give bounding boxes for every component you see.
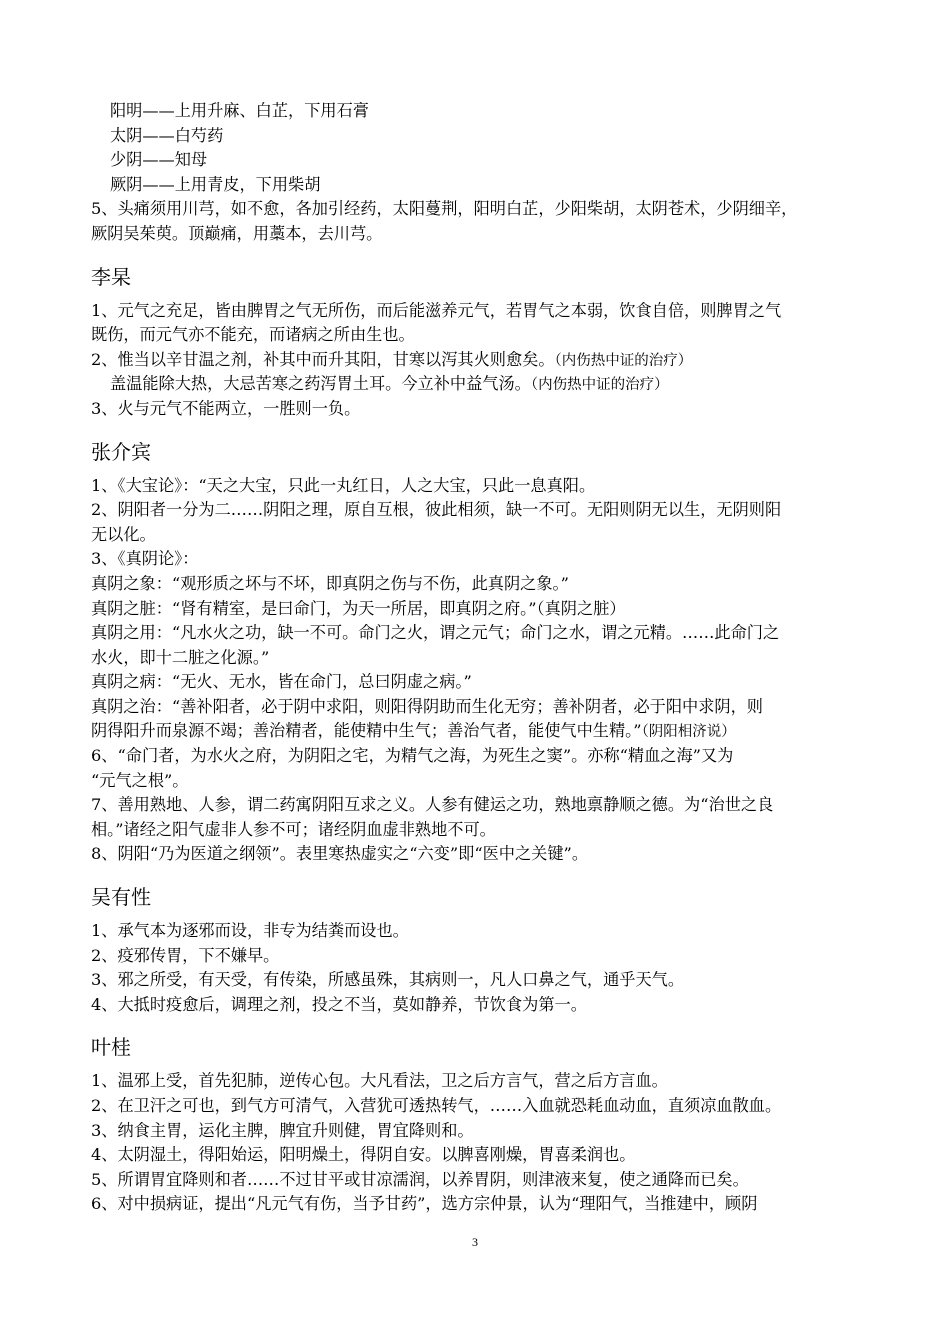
text-line: 3、邪之所受，有天受，有传染，所感虽殊，其病则一，凡人口鼻之气，通乎天气。 bbox=[91, 970, 685, 990]
text-line: 6、“命门者，为水火之府，为阴阳之宅，为精气之海，为死生之窦”。亦称“精血之海”又为 bbox=[91, 746, 734, 766]
text-line: 2、在卫汗之可也，到气方可清气，入营犹可透热转气，……入血就恐耗血动血，直须凉血散血。 bbox=[91, 1096, 782, 1115]
text-line: 既伤，而元气亦不能充，而诸病之所由生也。 bbox=[91, 325, 415, 345]
text-line: 真阴之脏：“肾有精室，是曰命门，为天一所居，即真阴之府。”（真阴之脏） bbox=[91, 598, 626, 618]
text-line bbox=[91, 719, 861, 744]
annotation-note: （内伤热中证的治疗） bbox=[530, 377, 669, 394]
text-line: 真阴之用：“凡水火之功，缺一不可。命门之火，谓之元气；命门之水，谓之元精。……此命门之 bbox=[91, 623, 780, 643]
text-line: 6、对中损病证，提出“凡元气有伤，当予甘药”，选方宗仲景，认为“理阳气，当推建中，顾阴 bbox=[91, 1194, 758, 1214]
text-line: 2、阴阳者一分为二……阴阳之理，原自互根，彼此相须，缺一不可。无阳则阴无以生，无阴则阳 bbox=[91, 500, 782, 520]
text-line: 8、阴阳“乃为医道之纲领”。表里寒热虚实之“六变”即“医中之关键”。 bbox=[91, 844, 589, 864]
text-line: 厥阴吴茱萸。顶巅痛，用藁本，去川芎。 bbox=[91, 223, 383, 243]
text-line: 3、纳食主胃，运化主脾，脾宜升则健，胃宜降则和。 bbox=[91, 1120, 474, 1140]
text-line: 真阴之病：“无火、无水，皆在命门，总曰阴虚之病。” bbox=[91, 672, 472, 692]
text-line: 1、《大宝论》：“天之大宝，只此一丸红日，人之大宝，只此一息真阳。 bbox=[91, 475, 596, 495]
text-line: 4、太阴湿土，得阳始运，阳明燥土，得阴自安。以脾喜刚燥，胃喜柔润也。 bbox=[91, 1145, 636, 1165]
page-number: 3 bbox=[472, 1235, 478, 1249]
text-line: 阳明——上用升麻、白芷，下用石膏 bbox=[110, 101, 369, 120]
text-line: 厥阴——上用青皮，下用柴胡 bbox=[110, 174, 321, 194]
page-content bbox=[91, 99, 861, 1217]
section-heading-li-gao: 李杲 bbox=[91, 264, 131, 289]
text-line: 相。”诸经之阳气虚非人参不可；诸经阴血虚非熟地不可。 bbox=[91, 819, 496, 839]
text-line: 3、《真阴论》： bbox=[91, 549, 199, 569]
text-line: 真阴之象：“观形质之坏与不坏，即真阴之伤与不伤，此真阴之象。” bbox=[91, 573, 569, 593]
text-line: 1、承气本为逐邪而设，非专为结粪而设也。 bbox=[91, 921, 409, 941]
text-line: 太阴——白芍药 bbox=[110, 125, 224, 145]
text-line: 无以化。 bbox=[91, 524, 156, 544]
text-line bbox=[91, 372, 861, 397]
section-heading-zhang-jiebin: 张介宾 bbox=[91, 439, 151, 464]
line-text: 阴得阳升而泉源不竭；善治精者，能使精中生气；善治气者，能使气中生精。” bbox=[91, 721, 642, 741]
text-line: 1、元气之充足，皆由脾胃之气无所伤，而后能滋养元气，若胃气之本弱，饮食自倍，则脾胃之气 bbox=[91, 300, 782, 320]
text-line: 7、善用熟地、人参，谓二药寓阴阳互求之义。人参有健运之功，熟地禀静顺之德。为“治世之良 bbox=[91, 795, 774, 815]
section-heading-wu-youxing: 吴有性 bbox=[91, 885, 151, 910]
text-line: 5、头痛须用川芎，如不愈，各加引经药，太阳蔓荆，阳明白芷，少阳柴胡，太阴苍术，少阴细辛， bbox=[91, 199, 798, 219]
text-line: 3、火与元气不能两立，一胜则一负。 bbox=[91, 398, 361, 418]
annotation-note: （阴阳相济说） bbox=[641, 724, 736, 741]
annotation-note: （内伤热中证的治疗） bbox=[554, 352, 693, 369]
text-line: 4、大抵时疫愈后，调理之剂，投之不当，莫如静养，节饮食为第一。 bbox=[91, 994, 587, 1014]
section-heading-ye-gui: 叶桂 bbox=[91, 1035, 131, 1060]
text-line: 2、疫邪传胃，下不嫌早。 bbox=[91, 945, 280, 965]
text-line: 5、所谓胃宜降则和者……不过甘平或甘凉濡润，以养胃阴，则津液来复，使之通降而已矣。 bbox=[91, 1169, 749, 1189]
text-line bbox=[91, 348, 861, 373]
text-line: 少阴——知母 bbox=[110, 150, 208, 170]
line-text: 盖温能除大热，大忌苦寒之药泻胃土耳。今立补中益气汤。 bbox=[110, 374, 531, 394]
text-line: 水火，即十二脏之化源。” bbox=[91, 647, 270, 667]
text-line: 真阴之治：“善补阳者，必于阴中求阳，则阳得阴助而生化无穷；善补阴者，必于阳中求阴，则 bbox=[91, 696, 763, 716]
text-line: 1、温邪上受，首先犯肺，逆传心包。大凡看法，卫之后方言气，营之后方言血。 bbox=[91, 1071, 668, 1091]
text-line: “元气之根”。 bbox=[91, 770, 189, 790]
line-text: 2、惟当以辛甘温之剂，补其中而升其阳，甘寒以泻其火则愈矣。 bbox=[91, 349, 555, 369]
